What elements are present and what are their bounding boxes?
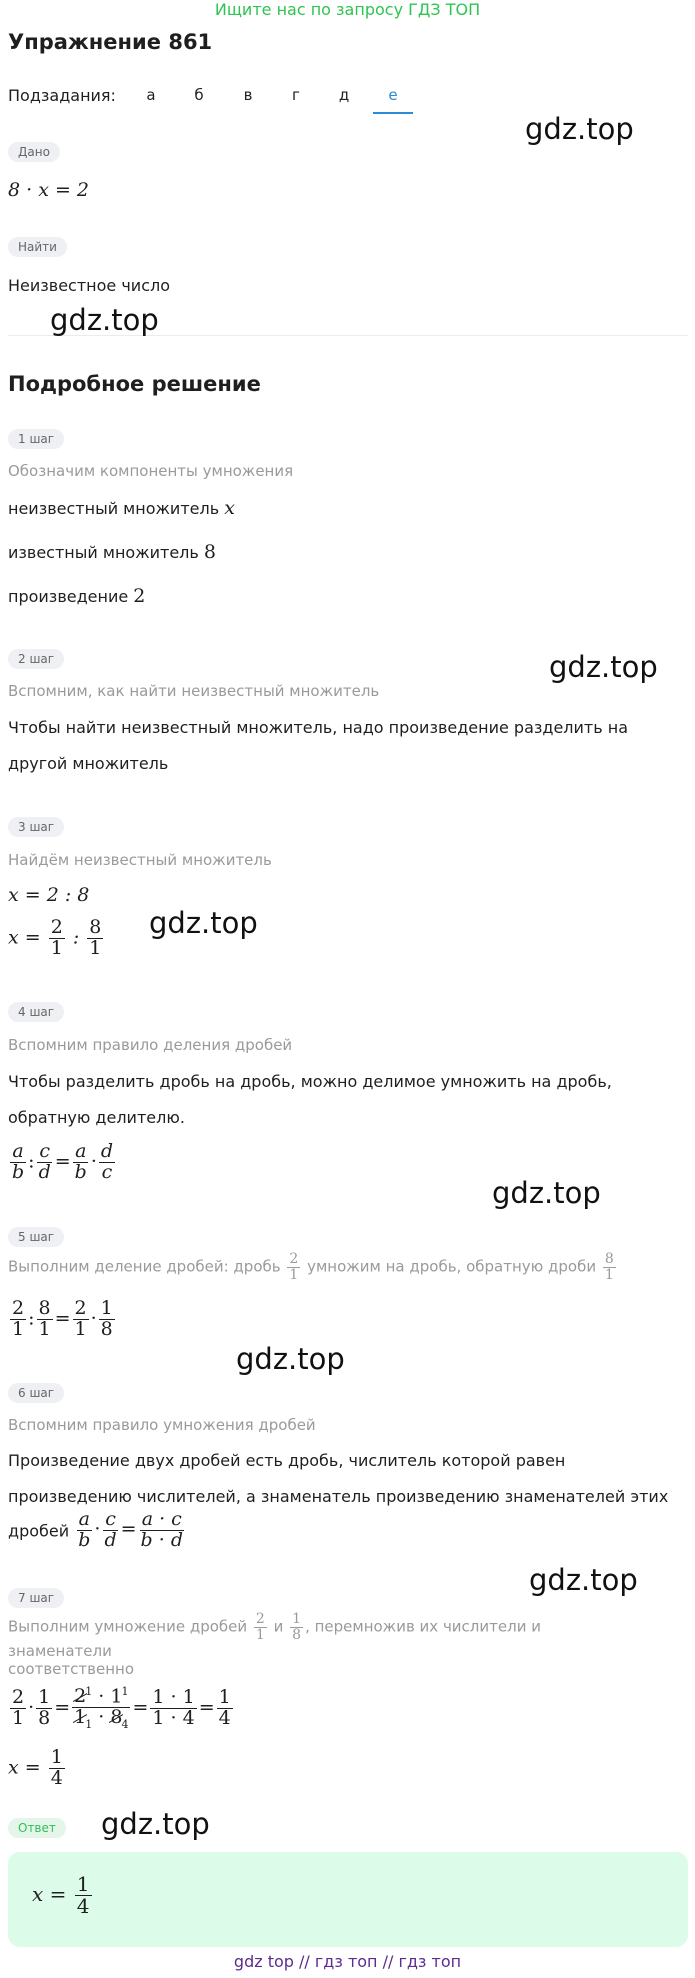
step-3-equation-1: x = 2 : 8 [8,884,90,906]
step-6-text-3: дробей $\frac{a}{b}$ · $\frac{c}{d}$ = $\frac{a \cdot c}{b \cdot d}$ [8,1508,183,1551]
watermark: gdz.top [525,112,634,146]
step-6-chip: 6 шаг [8,1383,64,1403]
answer-box [8,1852,688,1947]
step-1-hint: Обозначим компоненты умножения [8,462,294,480]
page-title: Упражнение 861 [8,30,213,54]
step-7-result: x = $\frac{1}{4}$ [8,1746,63,1789]
step-5-equation: $\frac{2}{1}$ : $\frac{8}{1}$ = $\frac{2}{1}$ · $\frac{1}{8}$ [12,1297,113,1340]
answer-chip: Ответ [8,1818,66,1838]
watermark: gdz.top [549,650,658,684]
tab-v[interactable]: в [243,86,253,104]
step-7-hint: Выполним умножение дробей $\frac{2}{1}$ и $\frac{1}{8}$ , перемножив их числители и знаменатели [8,1611,541,1661]
watermark: gdz.top [50,303,159,337]
step-6-text-2: произведению числителей, а знаменатель произведению знаменателей этих [8,1487,669,1506]
subtasks-label: Подзадания: [8,86,116,105]
tab-e-active[interactable]: е [388,86,398,104]
step-7-hint-2: соответственно [8,1660,134,1678]
step-4-chip: 4 шаг [8,1002,64,1022]
step-3-chip: 3 шаг [8,817,64,837]
step-4-hint: Вспомним правило деления дробей [8,1036,293,1054]
step-3-hint: Найдём неизвестный множитель [8,851,272,869]
watermark: gdz.top [149,906,258,940]
step-4-text-1: Чтобы разделить дробь на дробь, можно делимое умножить на дробь, [8,1072,612,1091]
step-5-hint: Выполним деление дробей: дробь $\frac{2}{1}$ умножим на дробь, обратную дроби $\frac{8}{1}$ [8,1251,614,1283]
promo-banner[interactable]: Ищите нас по запросу ГДЗ ТОП [214,0,481,19]
step-6-text-1: Произведение двух дробей есть дробь, числитель которой равен [8,1451,566,1470]
find-chip: Найти [8,237,67,257]
step-2-hint: Вспомним, как найти неизвестный множитель [8,682,380,700]
answer-equation: x = $\frac{1}{4}$ [32,1872,90,1918]
tab-d[interactable]: д [338,86,350,104]
step-7-equation: $\frac{2}{1}$ · $\frac{1}{8}$ = $\frac{2^1 \cdot 1^1}{1_1 \cdot 8_4}$ = $\frac{1 \cdot 1}{1 \cdot 4}$ = $\frac{1}{4}$ [12,1685,231,1732]
footer-links[interactable]: gdz top // гдз топ // гдз топ [233,1952,462,1971]
step-6-hint: Вспомним правило умножения дробей [8,1416,316,1434]
step-1-line-1: неизвестный множитель x [8,497,235,519]
step-1-line-3: произведение 2 [8,585,146,607]
watermark: gdz.top [492,1176,601,1210]
step-1-chip: 1 шаг [8,429,64,449]
step-5-chip: 5 шаг [8,1227,64,1247]
tab-a[interactable]: а [146,86,156,104]
solution-title: Подробное решение [8,372,261,396]
step-7-chip: 7 шаг [8,1588,64,1608]
watermark: gdz.top [529,1563,638,1597]
watermark: gdz.top [236,1342,345,1376]
tab-g[interactable]: г [292,86,300,104]
step-4-text-2: обратную делителю. [8,1108,185,1127]
find-text: Неизвестное число [8,276,171,295]
watermark: gdz.top [101,1807,210,1841]
step-2-text-1: Чтобы найти неизвестный множитель, надо произведение разделить на [8,718,629,737]
step-3-equation-2: x = $\frac{2}{1}$ : $\frac{8}{1}$ [8,916,102,959]
given-equation: 8 · x = 2 [8,179,90,201]
tab-b[interactable]: б [194,86,204,104]
step-4-rule: $\frac{a}{b}$ : $\frac{c}{d}$ = $\frac{a}{b}$ · $\frac{d}{c}$ [12,1140,114,1183]
step-2-chip: 2 шаг [8,649,64,669]
active-tab-indicator [373,112,413,114]
given-chip: Дано [8,142,60,162]
step-2-text-2: другой множитель [8,754,169,773]
step-1-line-2: известный множитель 8 [8,541,217,563]
